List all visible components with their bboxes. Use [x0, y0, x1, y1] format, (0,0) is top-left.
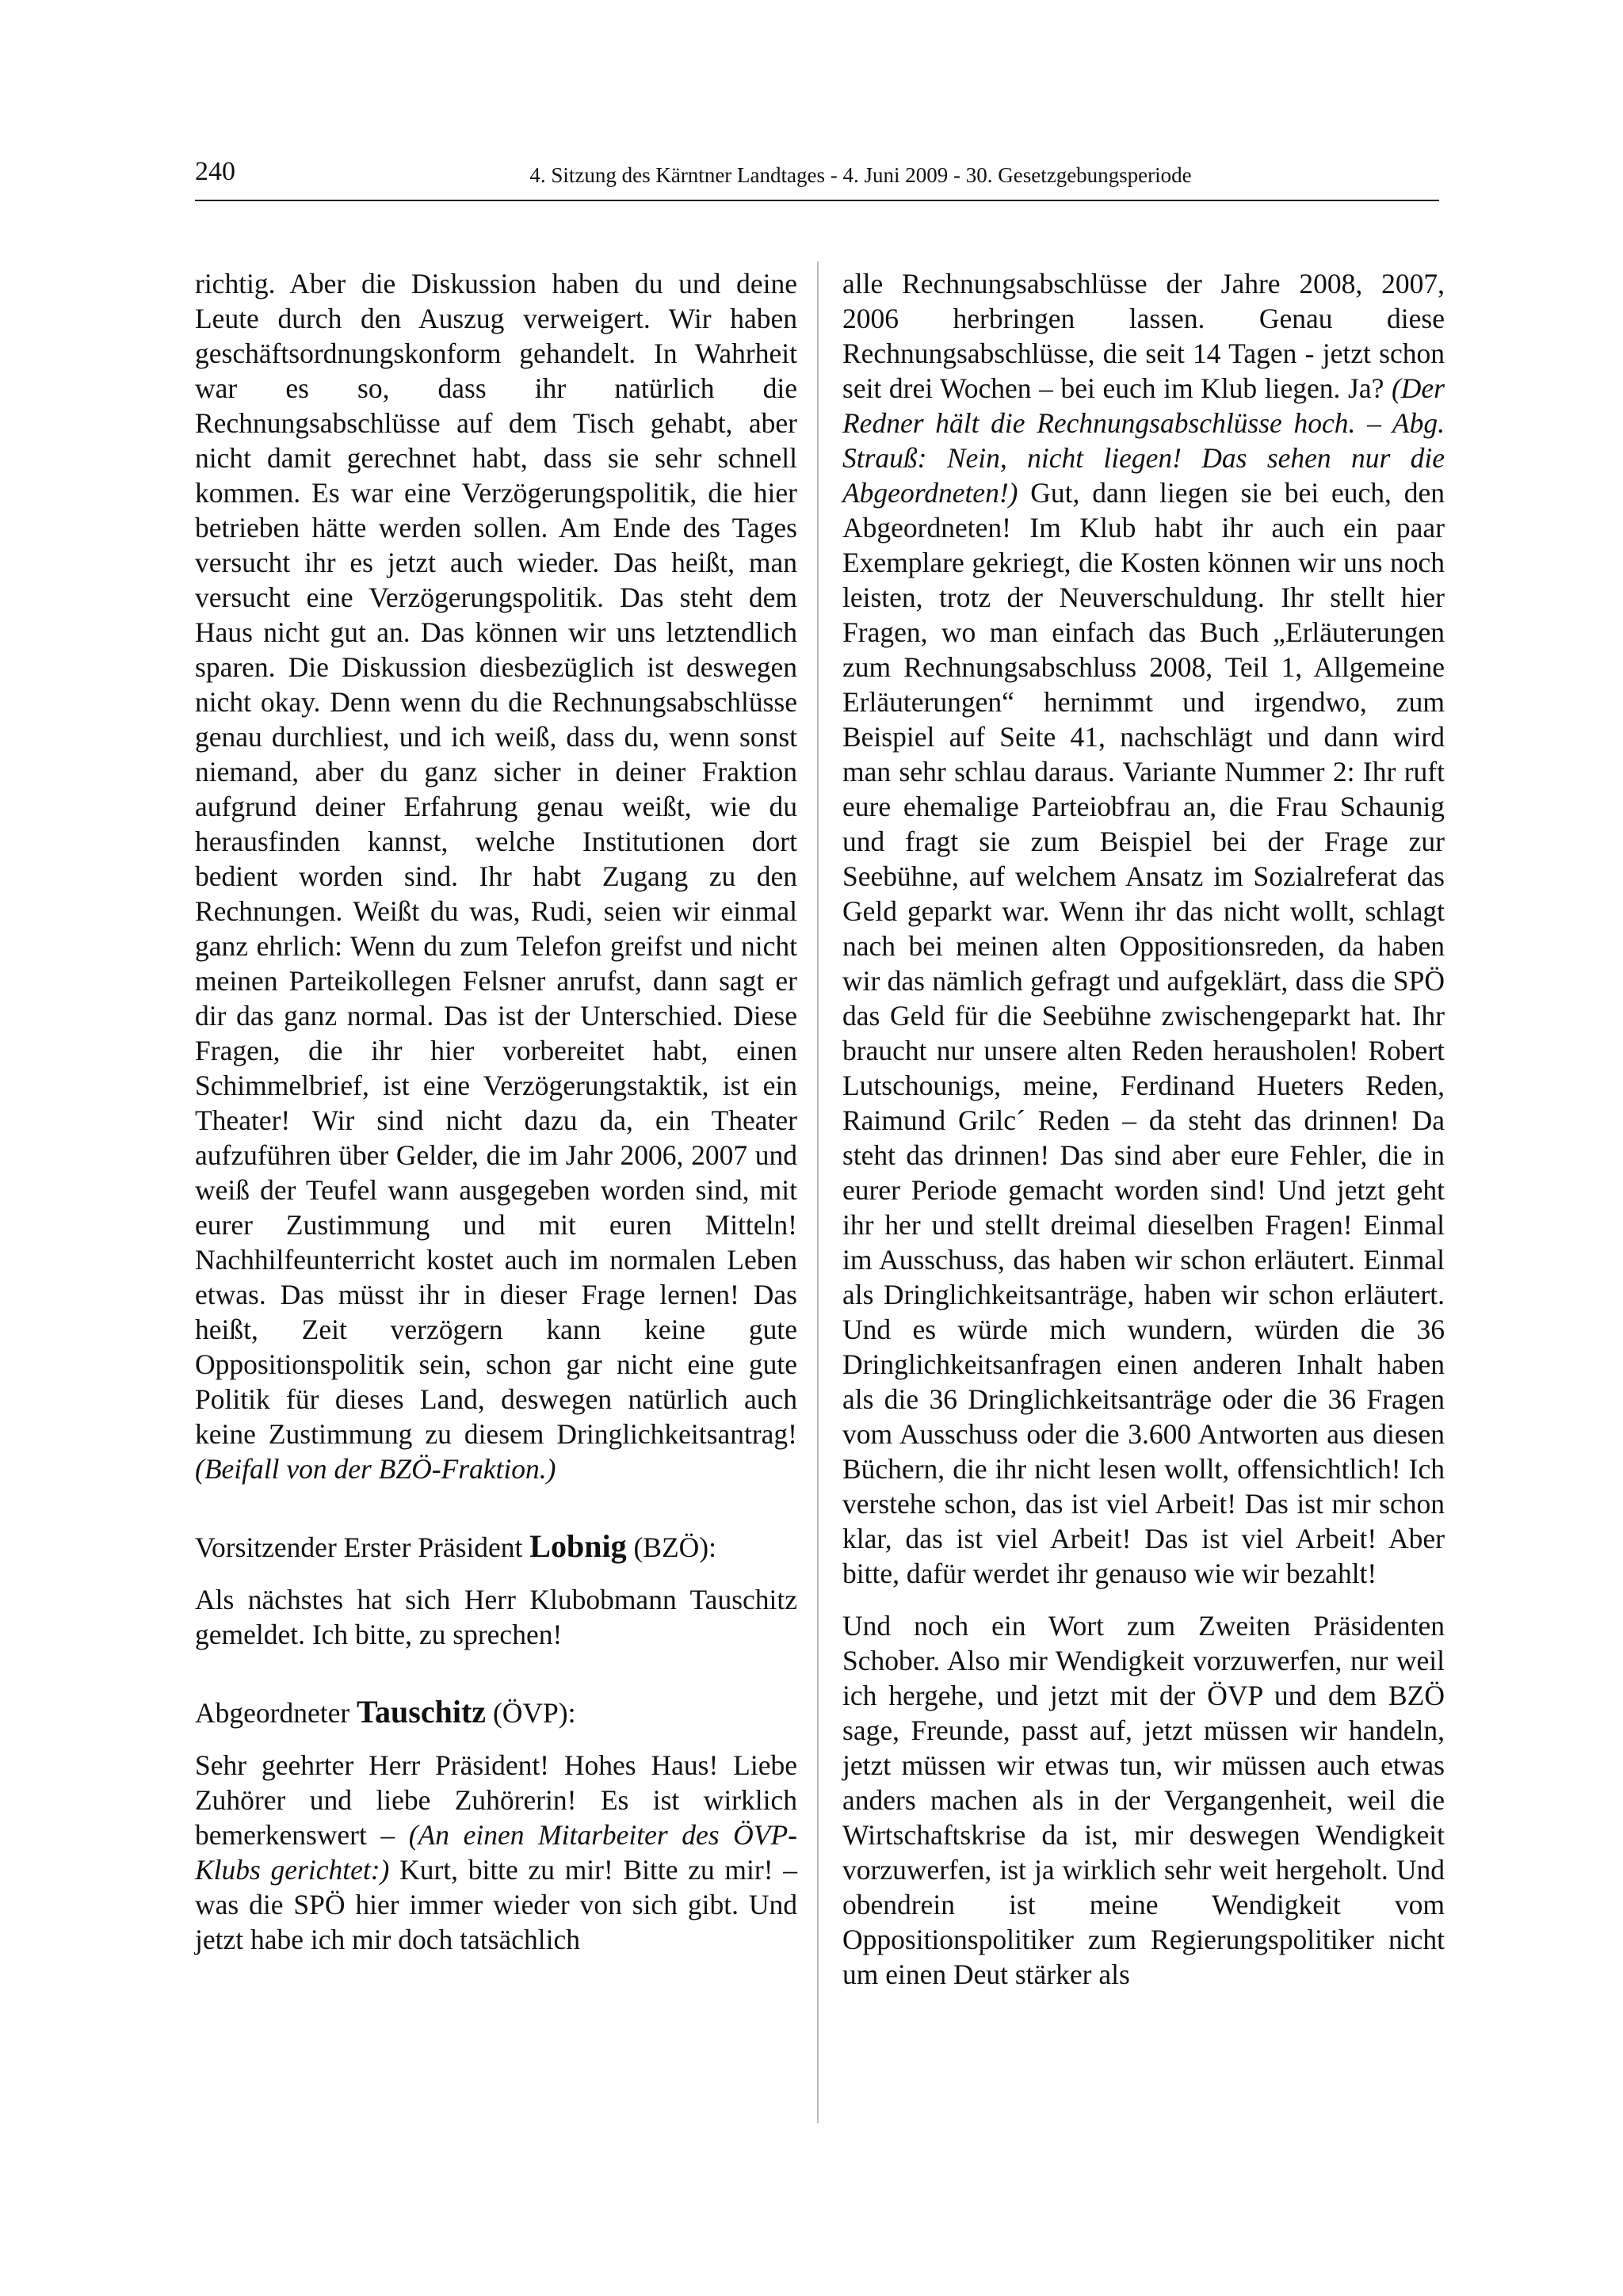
page-number: 240 — [195, 157, 235, 186]
paragraph — [195, 1748, 797, 1957]
speaker-name: Tauschitz — [357, 1694, 487, 1730]
page-header — [195, 155, 1439, 201]
speaker-party: (BZÖ): — [626, 1531, 716, 1563]
column-divider — [817, 261, 819, 2123]
stage-direction: (An einen Mitarbeiter des ÖVP-Klubs gerichtet:) — [195, 1819, 797, 1886]
right-column — [842, 266, 1445, 1992]
running-title: 4. Sitzung des Kärntner Landtages - 4. Juni 2009 - 30. Gesetzgebungsperiode — [529, 163, 1192, 187]
paragraph-text: richtig. Aber die Diskussion haben du und deine Leute durch den Auszug verweigert. Wir haben geschäftsordnungskonform gehandelt. In Wahrheit war es so, dass ihr natürlich die Rechnungsabschlüsse auf dem Tisch gehabt, aber nicht damit gerechnet habt, dass sie sehr schnell kommen. Es war eine Verzögerungspolitik, die hier betrieben hätte werden sollen. Am Ende des Tages versucht ihr es jetzt auch wieder. Das heißt, man versucht eine Verzögerungspolitik. Das steht dem Haus nicht gut an. Das können wir uns letztendlich sparen. Die Diskussion diesbezüglich ist deswegen nicht okay. Denn wenn du die Rechnungsabschlüsse genau durchliest, und ich weiß, dass du, wenn sonst niemand, aber du ganz sicher in deiner Fraktion aufgrund deiner Erfahrung genau weißt, wie du herausfinden kannst, welche Institutionen dort bedient worden sind. Ihr habt Zugang zu den Rechnungen. Weißt du was, Rudi, seien wir einmal ganz ehrlich: Wenn du zum Telefon greifst und nicht meinen Parteikollegen Felsner anrufst, dann sagt er dir das ganz normal. Das ist der Unterschied. Diese Fragen, die ihr hier vorbereitet habt, einen Schimmelbrief, ist eine Verzögerungstaktik, ist ein Theater! Wir sind nicht dazu da, ein Theater aufzuführen über Gelder, die im Jahr 2006, 2007 und weiß der Teufel wann ausgegeben worden sind, mit eurer Zustimmung und mit euren Mitteln! Nachhilfeunterricht kostet auch im normalen Leben etwas. Das müsst ihr in dieser Frage lernen! Das heißt, Zeit verzögern kann keine gute Oppositionspolitik sein, schon gar nicht eine gute Politik für dieses Land, deswegen natürlich auch keine Zustimmung zu diesem Dringlichkeitsantrag! — [195, 268, 797, 1450]
left-column — [195, 266, 797, 1957]
speaker-heading — [195, 1529, 797, 1565]
paragraph-text: Sehr geehrter Herr Präsident! Hohes Haus! Liebe Zuhörer und liebe Zuhörerin! Es ist wirklich bemerkenswert – — [195, 1749, 797, 1851]
paragraph — [842, 266, 1445, 1591]
speaker-name: Lobnig — [529, 1528, 627, 1564]
paragraph — [195, 266, 797, 1486]
paragraph-text: alle Rechnungsabschlüsse der Jahre 2008, 2007, 2006 herbringen lassen. Genau diese Rechnungsabschlüsse, die seit 14 Tagen - jetzt schon seit drei Wochen – bei euch im Klub liegen. Ja? — [842, 268, 1445, 404]
paragraph-text: Gut, dann liegen sie bei euch, den Abgeordneten! Im Klub habt ihr auch ein paar Exemplare gekriegt, die Kosten können wir uns noch leisten, trotz der Neuverschuldung. Ihr stellt hier Fragen, wo man einfach das Buch „Erläuterungen zum Rechnungsabschluss 2008, Teil 1, Allgemeine Erläuterungen“ hernimmt und irgendwo, zum Beispiel auf Seite 41, nachschlägt und dann wird man sehr schlau daraus. Variante Nummer 2: Ihr ruft eure ehemalige Parteiobfrau an, die Frau Schaunig und fragt sie zum Beispiel bei der Frage zur Seebühne, auf welchem Ansatz im Sozialreferat das Geld geparkt war. Wenn ihr das nicht wollt, schlagt nach bei meinen alten Oppositionsreden, da haben wir das nämlich gefragt und aufgeklärt, dass die SPÖ das Geld für die Seebühne zwischengeparkt hat. Ihr braucht nur unsere alten Reden herausholen! Robert Lutschounigs, meine, Ferdinand Hueters Reden, Raimund Grilc´ Reden – da steht das drinnen! Da steht das drinnen! Das sind aber eure Fehler, die in eurer Periode gemacht worden sind! Und jetzt geht ihr her und stellt dreimal dieselben Fragen! Einmal im Ausschuss, das haben wir schon erläutert. Einmal als Dringlichkeitsanträge, haben wir schon erläutert. Und es würde mich wundern, würden die 36 Dringlichkeitsanfragen einen anderen Inhalt haben als die 36 Dringlichkeitsanträge oder die 36 Fragen vom Ausschuss oder die 3.600 Antworten aus diesen Büchern, die ihr nicht lesen wollt, offensichtlich! Ich verstehe schon, das ist viel Arbeit! Das ist mir schon klar, das ist viel Arbeit! Das ist viel Arbeit! Aber bitte, dafür werdet ihr genauso wie wir bezahlt! — [842, 477, 1445, 1589]
stage-direction: (Beifall von der BZÖ-Fraktion.) — [195, 1453, 556, 1485]
speaker-role: Abgeordneter — [195, 1697, 357, 1729]
paragraph: Als nächstes hat sich Herr Klubobmann Tauschitz gemeldet. Ich bitte, zu sprechen! — [195, 1584, 797, 1650]
speaker-role: Vorsitzender Erster Präsident — [195, 1531, 530, 1563]
paragraph-text: Kurt, bitte zu mir! Bitte zu mir! – was die SPÖ hier immer wieder von sich gibt. Und jetzt habe ich mir doch tatsächlich — [195, 1854, 797, 1955]
speaker-party: (ÖVP): — [486, 1697, 576, 1729]
speaker-heading — [195, 1695, 797, 1730]
paragraph: Und noch ein Wort zum Zweiten Präsidenten Schober. Also mir Wendigkeit vorzuwerfen, nur weil ich hergehe, und jetzt mit der ÖVP und dem BZÖ sage, Freunde, passt auf, jetzt müssen wir handeln, jetzt müssen wir etwas tun, wir müssen auch etwas anders machen als in der Vergangenheit, weil die Wirtschaftskrise da ist, mir deswegen Wendigkeit vorzuwerfen, ist ja wirklich sehr weit hergeholt. Und obendrein ist meine Wendigkeit vom Oppositionspolitiker zum Regierungspolitiker nicht um einen Deut stärker als — [842, 1610, 1445, 1990]
stage-direction: (Der Redner hält die Rechnungsabschlüsse hoch. – Abg. Strauß: Nein, nicht liegen! Das sehen nur die Abgeordneten!) — [842, 372, 1445, 509]
